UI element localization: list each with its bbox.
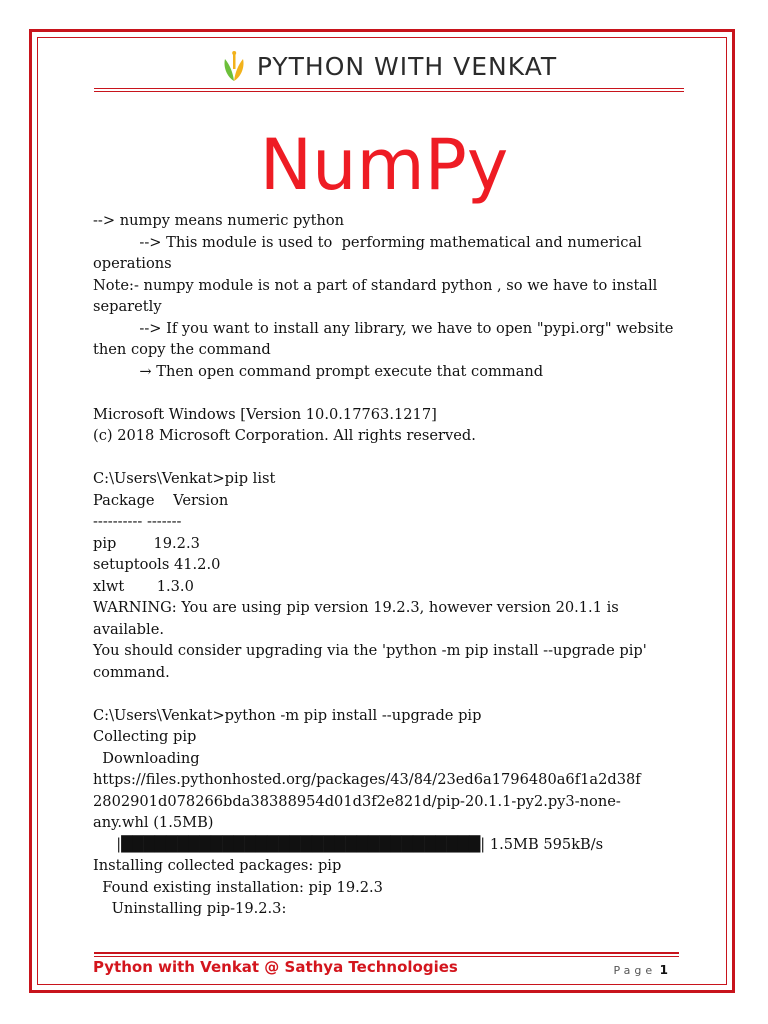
footer-text: Python with Venkat @ Sathya Technologies [93,958,458,976]
body-line [93,683,683,705]
body-line: Installing collected packages: pip [93,857,342,874]
page-label: Page [613,964,657,977]
body-line: Downloading [93,749,200,767]
body-line [93,382,683,404]
body-line: (c) 2018 Microsoft Corporation. All rights reserved. [93,427,476,444]
page-number: 1 [659,963,668,977]
body-line: Note:- numpy module is not a part of standard python , so we have to install [93,276,658,294]
page-number-block [614,963,669,977]
body-line: Microsoft Windows [Version 10.0.17763.1217] [93,405,437,423]
body-line: setuptools 41.2.0 [93,556,221,573]
body-line: --> This module is used to performing mathematical and numerical [93,233,642,251]
body-line: xlwt 1.3.0 [93,577,194,595]
body-line: then copy the command [93,341,271,358]
document-body [93,210,683,920]
body-line: Collecting pip [93,728,197,745]
body-line: You should consider upgrading via the 'python -m pip install --upgrade pip' [93,642,647,659]
header-divider [94,88,684,92]
body-line: 2802901d078266bda38388954d01d3f2e821d/pip-20.1.1-py2.py3-none- [93,792,621,810]
body-line: any.whl (1.5MB) [93,814,214,831]
python-pen-leaf-icon [221,49,247,83]
body-line: pip 19.2.3 [93,534,200,552]
body-line: → Then open command prompt execute that command [93,362,544,380]
footer-divider [94,952,679,957]
body-line: C:\Users\Venkat>pip list [93,470,276,487]
document-title: NumPy [259,124,509,206]
body-line: WARNING: You are using pip version 19.2.3, however version 20.1.1 is [93,599,619,616]
body-line: operations [93,255,172,272]
body-line: available. [93,620,164,638]
body-line: separetly [93,298,162,315]
body-line: |████████████████████████████████| 1.5MB 595kB/s [93,835,604,853]
page-header [94,44,684,88]
logo-text: PYTHON WITH VENKAT [256,51,558,81]
body-line: command. [93,663,170,681]
body-line: Found existing installation: pip 19.2.3 [93,878,383,896]
body-line: Package Version [93,491,229,509]
body-line: C:\Users\Venkat>python -m pip install --upgrade pip [93,706,482,724]
body-line: ---------- ------- [93,513,182,530]
body-line [93,447,683,469]
body-line: https://files.pythonhosted.org/packages/43/84/23ed6a1796480a6f1a2d38f [93,771,641,788]
body-line: --> numpy means numeric python [93,212,345,229]
body-line: Uninstalling pip-19.2.3: [93,900,287,917]
body-line: --> If you want to install any library, we have to open "pypi.org" website [93,319,674,337]
